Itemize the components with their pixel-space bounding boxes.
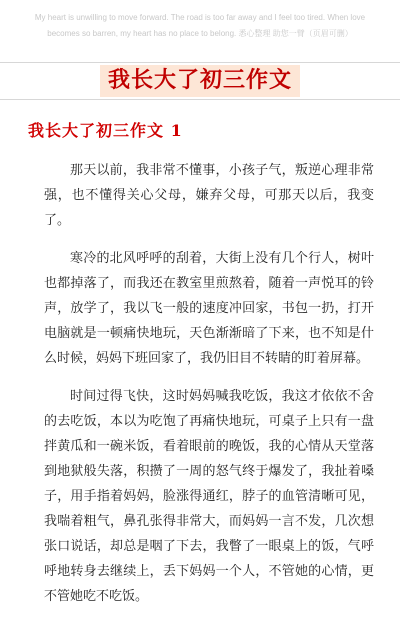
- paragraph-2: 寒冷的北风呼呼的刮着，大街上没有几个行人，树叶也都掉落了，而我还在教室里煎熬着，随着一声悦耳的铃声，放学了，我以飞一般的速度冲回家，书包一扔，打开电脑就是一顿痛快地玩，天色渐渐暗了下来，也不知是什么时候，妈妈下班回家了，我仍旧目不转睛的盯着屏幕。: [44, 251, 374, 366]
- header-watermark: My heart is unwilling to move forward. The road is too far away and I feel too tired. When love becomes so barren, my heart has no place to belong. 悉心整理 助您一臂（页眉可删）: [34, 13, 366, 38]
- paragraph-1: 那天以前，我非常不懂事，小孩子气，叛逆心理非常强，也不懂得关心父母，嫌弃父母，可那天以后，我变了。: [44, 163, 374, 228]
- title-band: [0, 62, 400, 100]
- essay-body: [44, 158, 374, 622]
- page-title: 我长大了初三作文: [100, 65, 300, 97]
- paragraph-3: 时间过得飞快，这时妈妈喊我吃饭，我这才依依不舍的去吃饭，本以为吃饱了再痛快地玩，可桌子上只有一盘拌黄瓜和一碗米饭，看着眼前的晚饭，我的心情从天堂落到地狱般失落，积攒了一周的怒气终于爆发了，我扯着嗓子，用手指着妈妈，脸涨得通红，脖子的血管清晰可见，我喘着粗气，鼻孔张得非常大，而妈妈一言不发，几次想张口说话，却总是咽了下去，我瞥了一眼桌上的饭，气呼呼地转身去继续上，丢下妈妈一个人，不管她的心情，更不管她吃不吃饭。: [44, 389, 374, 604]
- section-subtitle: 我长大了初三作文 1: [28, 121, 183, 140]
